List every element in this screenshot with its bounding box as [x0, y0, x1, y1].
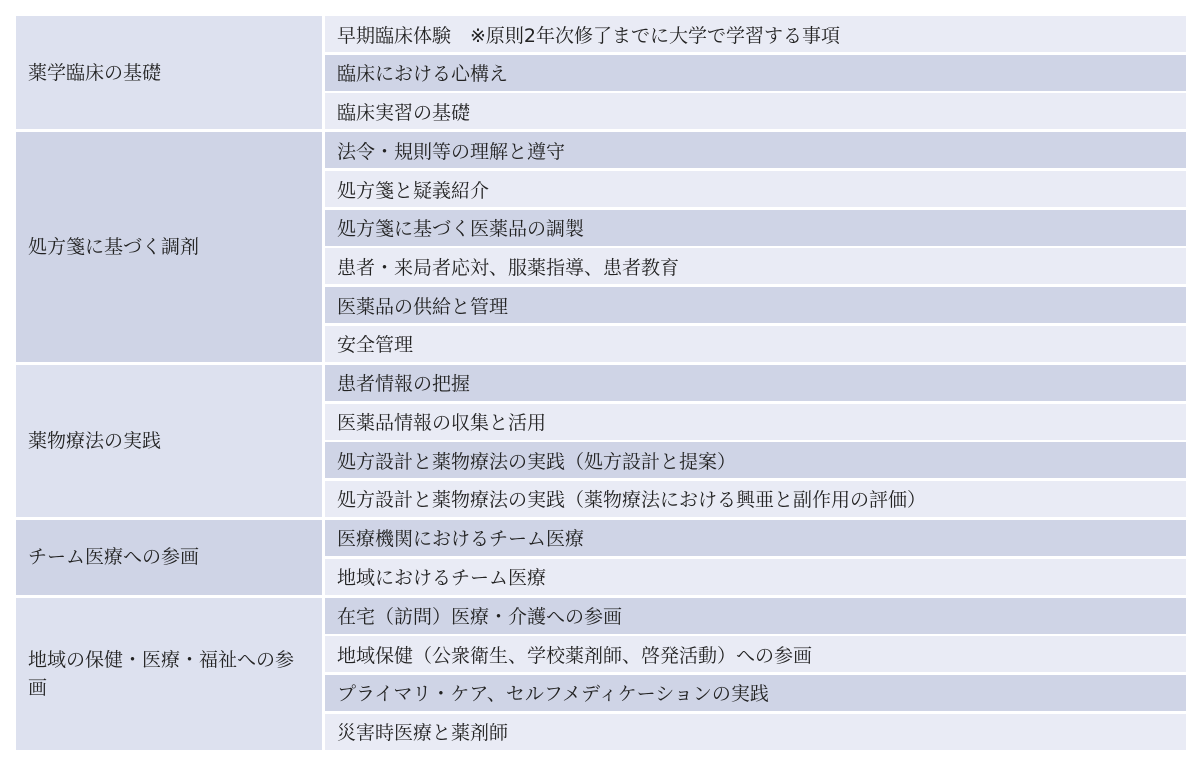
table-row: 早期臨床体験 ※原則2年次修了までに大学で学習する事項 — [325, 16, 1186, 52]
table-group — [16, 16, 1186, 129]
table-row: 安全管理 — [325, 326, 1186, 362]
table-row: 臨床実習の基礎 — [325, 93, 1186, 129]
table-row: 災害時医療と薬剤師 — [325, 714, 1186, 750]
category-label: 薬学臨床の基礎 — [28, 61, 162, 84]
table-row: プライマリ・ケア、セルフメディケーションの実践 — [325, 675, 1186, 711]
item-list — [325, 598, 1186, 750]
table-row: 地域におけるチーム医療 — [325, 559, 1186, 595]
table-row: 医薬品の供給と管理 — [325, 287, 1186, 323]
table-row: 臨床における心構え — [325, 55, 1186, 91]
table-row: 処方設計と薬物療法の実践（薬物療法における興亜と副作用の評価） — [325, 481, 1186, 517]
table-row: 地域保健（公衆衛生、学校薬剤師、啓発活動）への参画 — [325, 636, 1186, 672]
category-cell — [16, 16, 322, 129]
category-label: 地域の保健・医療・福祉への参画 — [28, 648, 295, 699]
table-group — [16, 520, 1186, 595]
category-label: 処方箋に基づく調剤 — [28, 236, 200, 259]
category-label: 薬物療法の実践 — [28, 429, 162, 452]
table-row: 患者・来局者応対、服薬指導、患者教育 — [325, 248, 1186, 284]
table-row: 在宅（訪問）医療・介護への参画 — [325, 598, 1186, 634]
category-cell — [16, 132, 322, 361]
table-row: 法令・規則等の理解と遵守 — [325, 132, 1186, 168]
table-row: 処方箋と疑義紹介 — [325, 171, 1186, 207]
item-list — [325, 16, 1186, 129]
table-row: 患者情報の把握 — [325, 365, 1186, 401]
table-row: 医薬品情報の収集と活用 — [325, 404, 1186, 440]
item-list — [325, 365, 1186, 517]
item-list — [325, 132, 1186, 361]
table-row: 医療機関におけるチーム医療 — [325, 520, 1186, 556]
category-label: チーム医療への参画 — [28, 546, 200, 569]
table-group — [16, 365, 1186, 517]
category-cell — [16, 598, 322, 750]
table-row: 処方設計と薬物療法の実践（処方設計と提案） — [325, 442, 1186, 478]
curriculum-table — [16, 16, 1186, 753]
table-group — [16, 132, 1186, 361]
category-cell — [16, 365, 322, 517]
table-row: 処方箋に基づく医薬品の調製 — [325, 210, 1186, 246]
category-cell — [16, 520, 322, 595]
table-group — [16, 598, 1186, 750]
item-list — [325, 520, 1186, 595]
